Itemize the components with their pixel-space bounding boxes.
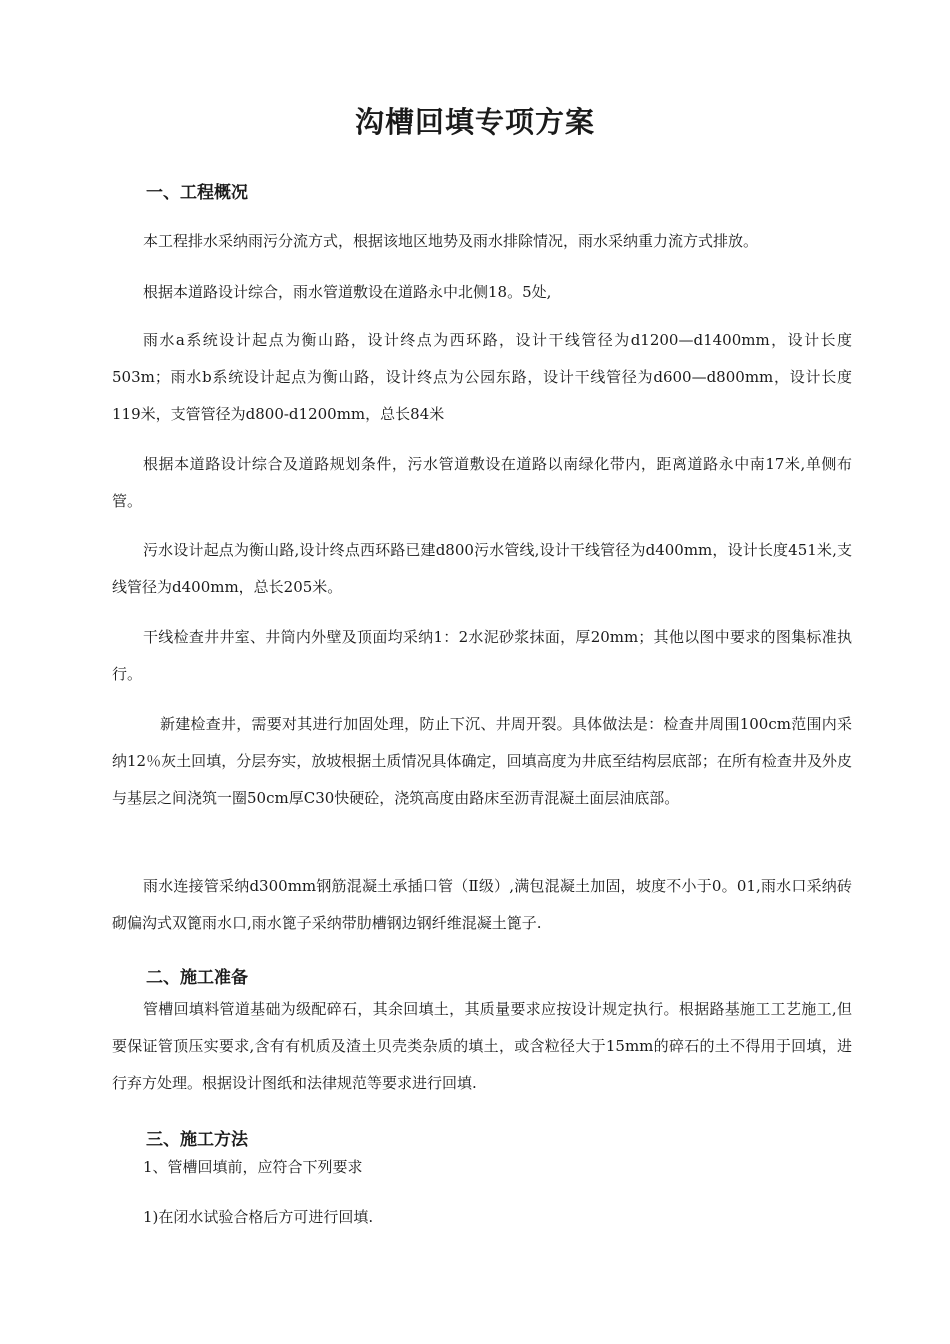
paragraph-sewage-design: 污水设计起点为衡山路,设计终点西环路已建d800污水管线,设计干线管径为d400mm，设计长度451米,支线管径为d400mm，总长205米。 xyxy=(112,541,852,596)
paragraph-manhole-plaster: 干线检查井井室、井筒内外壁及顶面均采纳1：2水泥砂浆抹面，厚20mm；其他以图中要求的图集标准执行。 xyxy=(112,628,852,683)
paragraph-sewage-pipe-location: 根据本道路设计综合及道路规划条件，污水管道敷设在道路以南绿化带内，距离道路永中南17米,单侧布管。 xyxy=(112,455,852,510)
paragraph-rain-systems: 雨水a系统设计起点为衡山路，设计终点为西环路，设计干线管径为d1200—d1400mm，设计长度503m；雨水b系统设计起点为衡山路，设计终点为公园东路，设计干线管径为d600—d800mm，设计长度119米，支管管径为d800-d1200mm，总长84米 xyxy=(112,331,852,423)
paragraph-rain-connection: 雨水连接管采纳d300mm钢筋混凝土承插口管（Ⅱ级）,满包混凝土加固，坡度不小于0。01,雨水口采纳砖砌偏沟式双篦雨水口,雨水篦子采纳带肋槽钢边钢纤维混凝土篦子. xyxy=(112,877,852,932)
paragraph-manhole-reinforcement: 新建检查井，需要对其进行加固处理，防止下沉、井周开裂。具体做法是：检查井周围100cm范围内采纳12％灰土回填，分层夯实，放坡根据土质情况具体确定，回填高度为井底至结构层底部；在所有检查井及外皮与基层之间浇筑一圈50cm厚C30快硬砼，浇筑高度由路床至沥青混凝土面层油底部。 xyxy=(112,715,852,807)
paragraph-drainage-method: 本工程排水采纳雨污分流方式，根据该地区地势及雨水排除情况，雨水采纳重力流方式排放。 xyxy=(143,232,759,250)
paragraph-method-step-1: 1、管槽回填前，应符合下列要求 xyxy=(143,1158,363,1176)
paragraph-method-step-1-1: 1)在闭水试验合格后方可进行回填. xyxy=(143,1208,374,1226)
section-heading-overview: 一、工程概况 xyxy=(146,183,248,203)
section-heading-preparation: 二、施工准备 xyxy=(146,968,248,988)
section-heading-method: 三、施工方法 xyxy=(146,1130,248,1150)
document-title: 沟槽回填专项方案 xyxy=(354,105,595,139)
paragraph-rain-pipe-location: 根据本道路设计综合，雨水管道敷设在道路永中北侧18。5处, xyxy=(143,283,552,301)
paragraph-backfill-material: 管槽回填料管道基础为级配碎石，其余回填土，其质量要求应按设计规定执行。根据路基施工工艺施工,但要保证管顶压实要求,含有有机质及渣土贝壳类杂质的填土，或含粒径大于15mm的碎石的土不得用于回填，进行弃方处理。根据设计图纸和法律规范等要求进行回填. xyxy=(112,1000,852,1092)
